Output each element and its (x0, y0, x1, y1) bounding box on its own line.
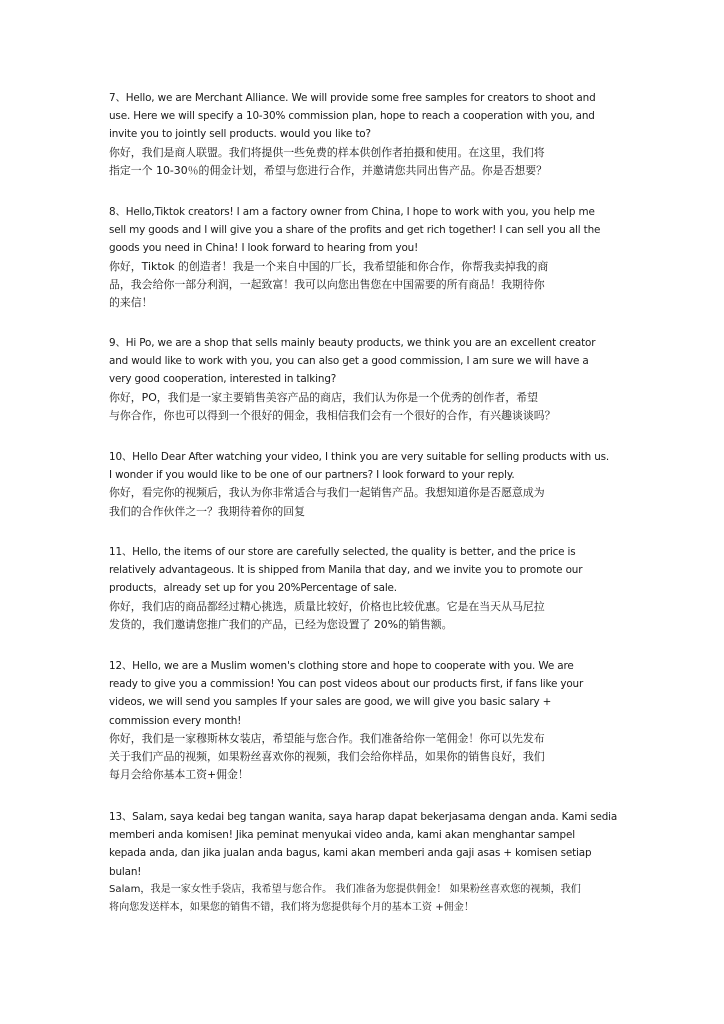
entry-9-chinese-line-1: 你好，PO，我们是一家主要销售美容产品的商店，我们认为你是一个优秀的创作者，希望 (109, 390, 538, 404)
entry-7-chinese-line-1: 你好，我们是商人联盟。我们将提供一些免费的样本供创作者拍摄和使用。在这里，我们将 (109, 145, 545, 159)
entry-12-english-line-3: videos, we will send you samples If your sales are good, we will give you basic salary + (109, 696, 552, 709)
entry-9-english-line-2: and would like to work with you, you can also get a good commission, I am sure we will have a (109, 355, 589, 368)
entry-11-english-line-2: relatively advantageous. It is shipped from Manila that day, and we invite you to promote our (109, 564, 583, 577)
entry-12-chinese-line-1: 你好，我们是一家穆斯林女装店，希望能与您合作。我们准备给你一笔佣金！你可以先发布 (109, 731, 545, 745)
entry-10-chinese-line-2: 我们的合作伙伴之一？我期待着你的回复 (109, 504, 306, 518)
message-entry-11 (109, 543, 624, 634)
message-entry-12 (109, 657, 624, 784)
entry-12-chinese-line-2: 关于我们产品的视频，如果粉丝喜欢你的视频，我们会给你样品，如果你的销售良好，我们 (109, 749, 545, 763)
entry-11-english-line-1: 11、Hello, the items of our store are carefully selected, the quality is better, and the price is (109, 546, 576, 558)
entry-7-english-line-3: invite you to jointly sell products. would you like to? (109, 128, 371, 141)
entry-13-chinese-line-2: 将向您发送样本，如果您的销售不错，我们将为您提供每个月的基本工资 +佣金！ (109, 901, 474, 913)
entry-9-english-line-3: very good cooperation, interested in talking? (109, 373, 337, 386)
entry-11-english-line-3: products，already set up for you 20%Percentage of sale. (109, 582, 397, 595)
entry-8-chinese-line-2: 品，我会给你一部分利润，一起致富！我可以向您出售您在中国需要的所有商品！我期待你 (109, 277, 545, 291)
entry-7-chinese-line-2: 指定一个 10-30％的佣金计划，希望与您进行合作，并邀请您共同出售产品。你是否想要？ (109, 163, 548, 177)
entry-11-chinese-line-2: 发货的，我们邀请您推广我们的产品，已经为您设置了 20%的销售额。 (109, 617, 453, 631)
message-entry-10 (109, 448, 624, 521)
entry-7-english-line-1: 7、Hello, we are Merchant Alliance. We will provide some free samples for creators to shoot and (109, 92, 596, 104)
entry-12-english-line-2: ready to give you a commission! You can post videos about our products first, if fans like your (109, 678, 584, 691)
entry-7-english-line-2: use. Here we will specify a 10-30% commission plan, hope to reach a cooperation with you, and (109, 110, 595, 123)
message-entry-13 (109, 808, 624, 917)
entry-9-english-line-1: 9、Hi Po, we are a shop that sells mainly beauty products, we think you are an excellent creator (109, 337, 596, 349)
entry-8-chinese-line-1: 你好，Tiktok 的创造者！我是一个来自中国的厂长，我希望能和你合作，你帮我卖掉我的商 (109, 259, 549, 273)
entry-8-english-line-1: 8、Hello,Tiktok creators! I am a factory owner from China, I hope to work with you, you help me (109, 206, 595, 218)
entry-8-english-line-2: sell my goods and I will give you a share of the profits and get rich together! I can sell you all the (109, 224, 601, 237)
message-entry-8 (109, 203, 624, 312)
entry-12-english-line-4: commission every month! (109, 714, 242, 727)
entry-11-chinese-line-1: 你好，我们店的商品都经过精心挑选，质量比较好，价格也比较优惠。它是在当天从马尼拉 (109, 599, 545, 613)
message-entry-7 (109, 89, 624, 180)
entry-13-english-line-1: 13、Salam, saya kedai beg tangan wanita, saya harap dapat bekerjasama dengan anda. Kami sedia (109, 811, 618, 823)
entry-10-english-line-2: I wonder if you would like to be one of our partners? I look forward to your reply. (109, 469, 515, 482)
entry-13-english-line-2: memberi anda komisen! Jika peminat menyukai video anda, kami akan menghantar sampel (109, 829, 575, 842)
entry-13-english-line-4: bulan! (109, 865, 142, 878)
entry-8-english-line-3: goods you need in China! I look forward to hearing from you! (109, 242, 419, 255)
entry-13-english-line-3: kepada anda, dan jika jualan anda bagus, kami akan memberi anda gaji asas + komisen setiap (109, 847, 592, 860)
entry-13-chinese-line-1: Salam，我是一家女性手袋店，我希望与您合作。 我们准备为您提供佣金！ 如果粉丝喜欢您的视频，我们 (109, 883, 581, 895)
message-entry-9 (109, 334, 624, 425)
entry-10-chinese-line-1: 你好，看完你的视频后，我认为你非常适合与我们一起销售产品。我想知道你是否愿意成为 (109, 486, 545, 500)
entry-10-english-line-1: 10、Hello Dear After watching your video, I think you are very suitable for selling products with us. (109, 451, 610, 463)
entry-9-chinese-line-2: 与你合作，你也可以得到一个很好的佣金，我相信我们会有一个很好的合作，有兴趣谈谈吗？ (109, 408, 556, 422)
entry-12-chinese-line-3: 每月会给你基本工资+佣金！ (109, 768, 249, 782)
entry-12-english-line-1: 12、Hello, we are a Muslim women's clothing store and hope to cooperate with you. We are (109, 660, 574, 672)
entry-8-chinese-line-3: 的来信！ (109, 295, 153, 309)
